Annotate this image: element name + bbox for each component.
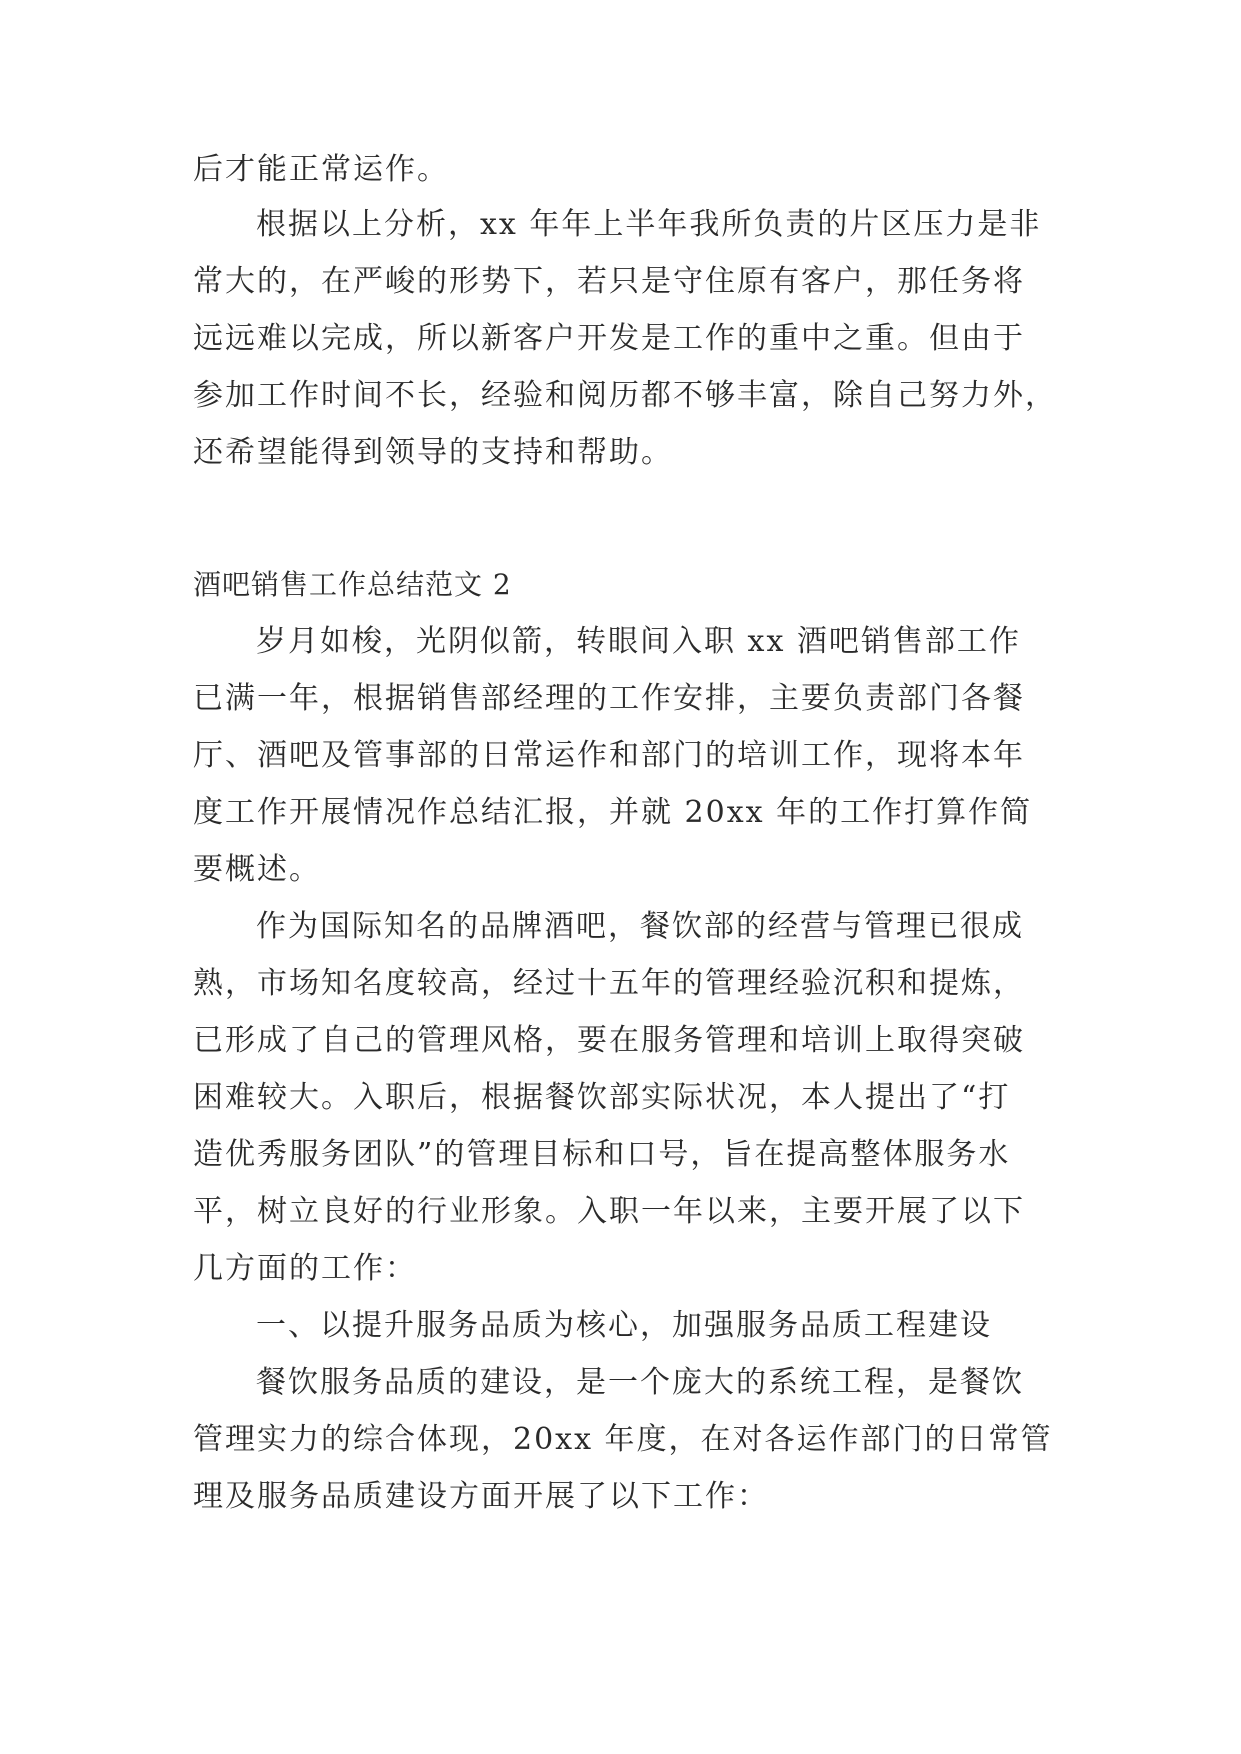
paragraph-line: 餐饮服务品质的建设，是一个庞大的系统工程，是餐饮 xyxy=(256,1365,1024,1400)
paragraph-line: 参加工作时间不长，经验和阅历都不够丰富，除自己努力外， xyxy=(193,378,1057,413)
paragraph-line: 平，树立良好的行业形象。入职一年以来，主要开展了以下 xyxy=(193,1194,1025,1229)
paragraph-line: 度工作开展情况作总结汇报，并就 20xx 年的工作打算作简 xyxy=(193,795,1033,830)
paragraph-line: 理及服务品质建设方面开展了以下工作： xyxy=(193,1479,769,1514)
paragraph-line: 已形成了自己的管理风格，要在服务管理和培训上取得突破 xyxy=(193,1023,1025,1058)
paragraph-line: 后才能正常运作。 xyxy=(193,152,449,187)
paragraph-line: 已满一年，根据销售部经理的工作安排，主要负责部门各餐 xyxy=(193,681,1025,716)
subheading-line: 一、以提升服务品质为核心，加强服务品质工程建设 xyxy=(256,1308,992,1343)
section-heading: 酒吧销售工作总结范文 2 xyxy=(193,568,512,601)
paragraph-line: 管理实力的综合体现，20xx 年度，在对各运作部门的日常管 xyxy=(193,1422,1053,1457)
paragraph-line: 岁月如梭，光阴似箭，转眼间入职 xx 酒吧销售部工作 xyxy=(256,624,1021,659)
paragraph-line: 作为国际知名的品牌酒吧，餐饮部的经营与管理已很成 xyxy=(256,909,1024,944)
paragraph-line: 造优秀服务团队”的管理目标和口号，旨在提高整体服务水 xyxy=(193,1137,1011,1172)
paragraph-line: 还希望能得到领导的支持和帮助。 xyxy=(193,435,673,470)
paragraph-line: 常大的，在严峻的形势下，若只是守住原有客户，那任务将 xyxy=(193,264,1025,299)
paragraph-line: 困难较大。入职后，根据餐饮部实际状况，本人提出了“打 xyxy=(193,1080,1011,1115)
paragraph-line: 几方面的工作： xyxy=(193,1251,417,1286)
paragraph-line: 厅、酒吧及管事部的日常运作和部门的培训工作，现将本年 xyxy=(193,738,1025,773)
paragraph-line: 远远难以完成，所以新客户开发是工作的重中之重。但由于 xyxy=(193,321,1025,356)
paragraph-line: 熟，市场知名度较高，经过十五年的管理经验沉积和提炼， xyxy=(193,966,1025,1001)
paragraph-line: 根据以上分析，xx 年年上半年我所负责的片区压力是非 xyxy=(256,207,1042,242)
paragraph-line: 要概述。 xyxy=(193,852,321,887)
